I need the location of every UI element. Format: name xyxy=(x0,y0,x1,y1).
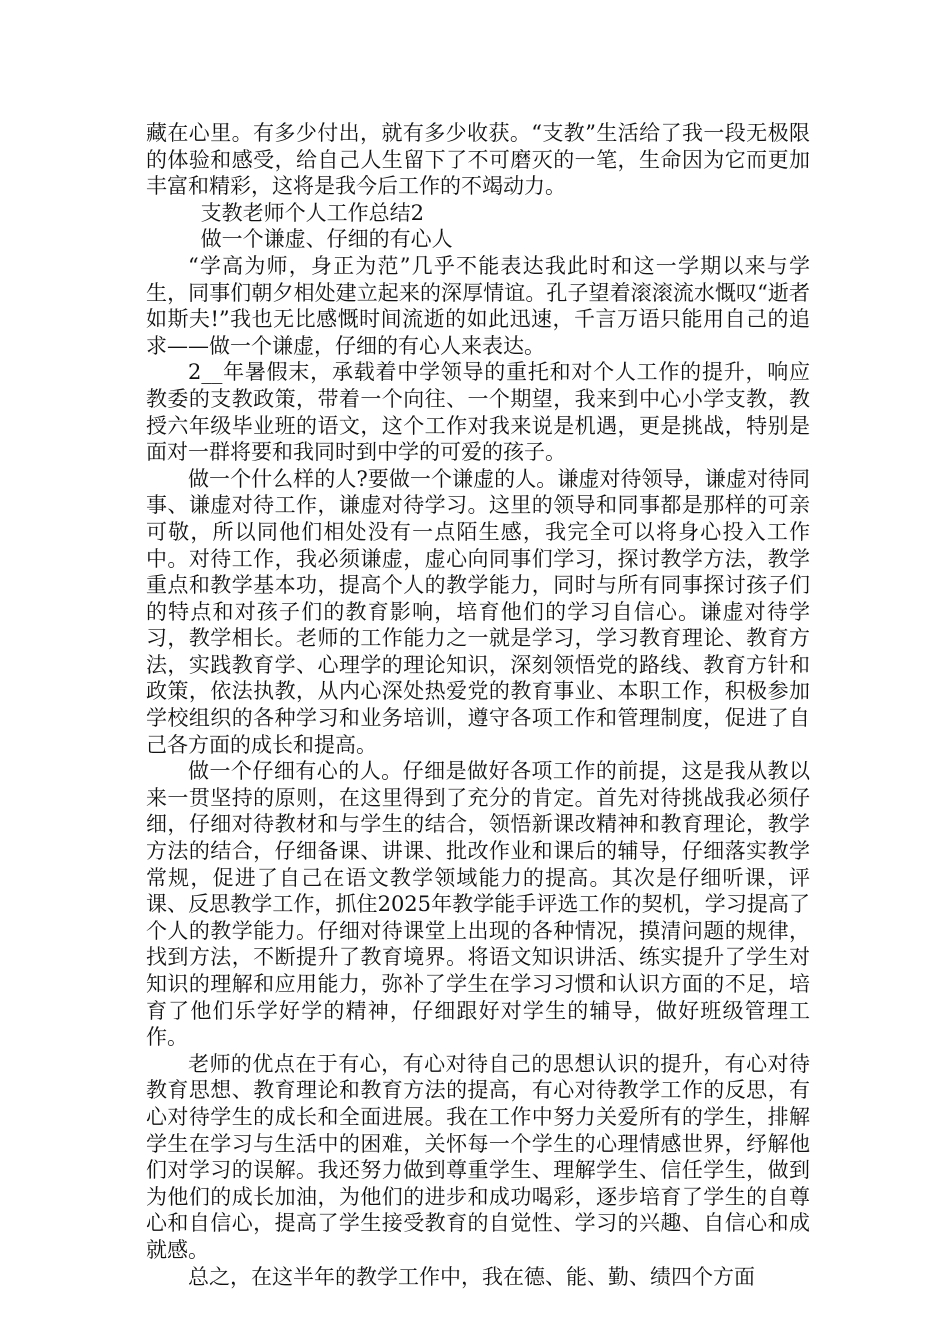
paragraph: “学高为师，身正为范”几乎不能表达我此时和这一学期以来与学生，同事们朝夕相处建立起来的深厚情谊。孔子望着滚滚流水慨叹“逝者如斯夫!”我也无比感慨时间流逝的如此迅速，千言万语只能用自己的追求——做一个谦虚，仔细的有心人来表达。 xyxy=(146,253,810,358)
paragraph: 做一个仔细有心的人。仔细是做好各项工作的前提，这是我从教以来一贯坚持的原则，在这里得到了充分的肯定。首先对待挑战我必须仔细，仔细对待教材和与学生的结合，领悟新课改精神和教育理论，教学方法的结合，仔细备课、讲课、批改作业和课后的辅导，仔细落实教学常规，促进了自己在语文教学领域能力的提高。其次是仔细听课，评课、反思教学工作，抓住2025年教学能手评选工作的契机，学习提高了个人的教学能力。仔细对待课堂上出现的各种情况，摸清问题的规律，找到方法，不断提升了教育境界。将语文知识讲活、练实提升了学生对知识的理解和应用能力，弥补了学生在学习习惯和认识方面的不足，培育了他们乐学好学的精神，仔细跟好对学生的辅导，做好班级管理工作。 xyxy=(146,759,810,1050)
section-subtitle: 做一个谦虚、仔细的有心人 xyxy=(200,227,453,252)
document-body xyxy=(146,120,810,1290)
section-title: 支教老师个人工作总结2 xyxy=(200,200,424,225)
paragraph: 2__年暑假末，承载着中学领导的重托和对个人工作的提升，响应教委的支教政策，带着一个向往、一个期望，我来到中心小学支教，教授六年级毕业班的语文，这个工作对我来说是机遇，更是挑战，特别是面对一群将要和我同时到中学的可爱的孩子。 xyxy=(146,360,810,465)
paragraph-partial: 总之，在这半年的教学工作中，我在德、能、勤、绩四个方面 xyxy=(188,1264,755,1289)
paragraph: 老师的优点在于有心，有心对待自己的思想认识的提升，有心对待教育思想、教育理论和教育方法的提高，有心对待教学工作的反思，有心对待学生的成长和全面进展。我在工作中努力关爱所有的学生，排解学生在学习与生活中的困难，关怀每一个学生的心理情感世界，纾解他们对学习的误解。我还努力做到尊重学生、理解学生、信任学生，做到为他们的成长加油，为他们的进步和成功喝彩，逐步培育了学生的自尊心和自信心，提高了学生接受教育的自觉性、学习的兴趣、自信心和成就感。 xyxy=(146,1051,810,1262)
paragraph: 做一个什么样的人?要做一个谦虚的人。谦虚对待领导，谦虚对待同事、谦虚对待工作，谦虚对待学习。这里的领导和同事都是那样的可亲可敬，所以同他们相处没有一点陌生感，我完全可以将身心投入工作中。对待工作，我必须谦虚，虚心向同事们学习，探讨教学方法，教学重点和教学基本功，提高个人的教学能力，同时与所有同事探讨孩子们的特点和对孩子们的教育影响，培育他们的学习自信心。谦虚对待学习，教学相长。老师的工作能力之一就是学习，学习教育理论、教育方法，实践教育学、心理学的理论知识，深刻领悟党的路线、教育方针和政策，依法执教，从内心深处热爱党的教育事业、本职工作，积极参加学校组织的各种学习和业务培训，遵守各项工作和管理制度，促进了自己各方面的成长和提高。 xyxy=(146,466,810,757)
paragraph-continuation: 藏在心里。有多少付出，就有多少收获。“支教”生活给了我一段无极限的体验和感受，给自己人生留下了不可磨灭的一笔，生命因为它而更加丰富和精彩，这将是我今后工作的不竭动力。 xyxy=(146,121,810,199)
